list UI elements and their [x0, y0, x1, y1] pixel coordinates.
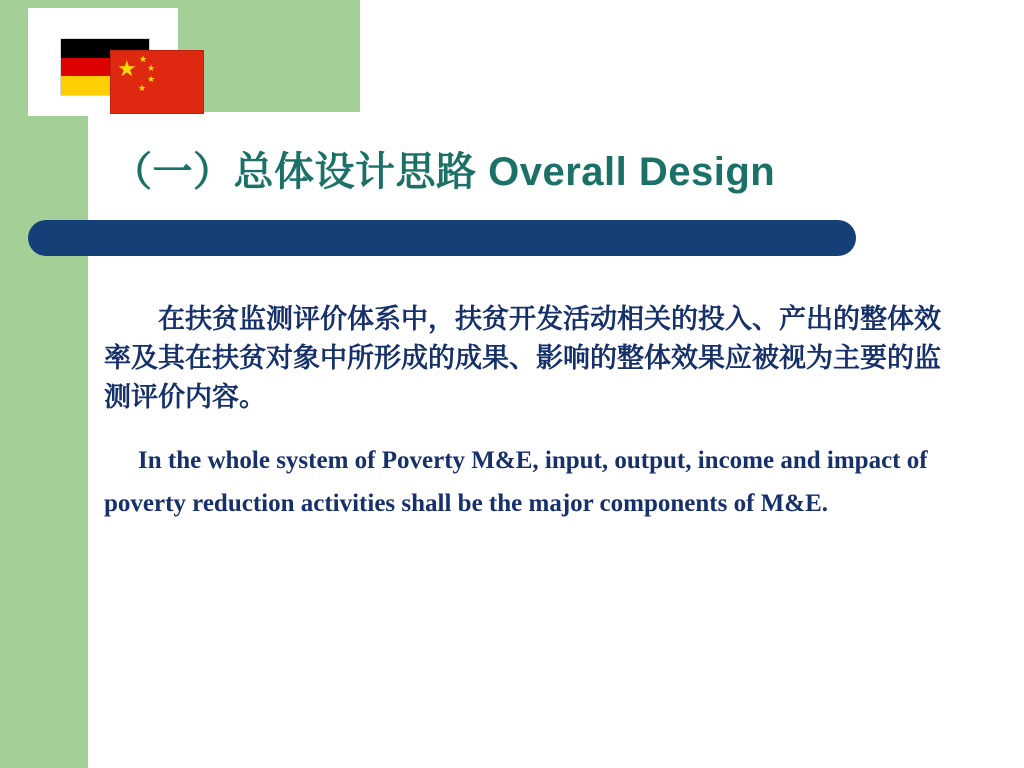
page-title-chinese: （一）总体设计思路 [112, 149, 477, 195]
page-title [112, 140, 982, 197]
flag-container [28, 8, 178, 116]
paragraph-english: In the whole system of Poverty M&E, input, output, income and impact of poverty reduction activities shall be the major components of M&E. [104, 447, 928, 518]
slide-body [104, 300, 952, 525]
paragraph-chinese: 在扶贫监测评价体系中，扶贫开发活动相关的投入、产出的整体效率及其在扶贫对象中所形成的成果、影响的整体效果应被视为主要的监测评价内容。 [104, 304, 941, 414]
title-divider-bar [28, 220, 856, 256]
page-title-english: Overall Design [488, 150, 776, 194]
china-flag-icon: ★ ★ ★ ★ ★ [110, 50, 204, 114]
page-title-english-spacer [477, 150, 489, 194]
